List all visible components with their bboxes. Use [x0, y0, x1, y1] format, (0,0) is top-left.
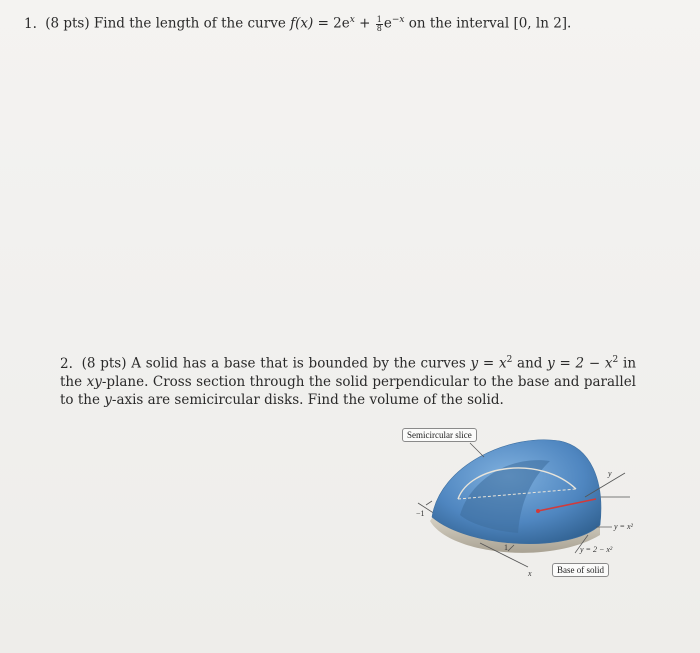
slice-center-point [536, 509, 540, 513]
problem-2-text-d: -axis are semicircular disks. Find the volume of the solid. [111, 391, 504, 408]
curve-2-label: y = 2 − x² [580, 545, 613, 554]
problem-1-interval: [0, ln 2]. [513, 15, 572, 32]
problem-1-e: e [383, 15, 392, 32]
problem-2 [60, 351, 636, 409]
problem-2-curve-1: y = x [470, 355, 507, 372]
problem-2-square-2: 2 [612, 355, 619, 365]
problem-1-exponent-x: x [349, 15, 355, 25]
problem-2-plane-var: xy [86, 373, 102, 390]
problem-1-points: (8 pts) [45, 15, 90, 32]
problem-1-fraction [376, 16, 383, 33]
problem-1-text-a: Find the length of the curve [93, 15, 286, 32]
problem-1-exponent-negx: −x [391, 15, 405, 25]
tick-neg1-label: −1 [416, 509, 425, 518]
problem-1-number: 1. [24, 15, 37, 32]
problem-2-number: 2. [60, 355, 73, 372]
problem-2-text-a: A solid has a base that is bounded by the curves [131, 355, 466, 372]
slice-pointer [470, 443, 484, 457]
problem-1-text-b: on the interval [408, 15, 510, 32]
semicircular-slice-label: Semicircular slice [402, 428, 477, 442]
problem-2-text-b: in the [60, 355, 637, 390]
problem-2-and: and [517, 355, 543, 372]
solid-figure [400, 425, 640, 585]
tick-neg1-mark [426, 501, 432, 505]
problem-2-square-1: 2 [506, 355, 513, 365]
problem-1-plus: + [359, 15, 371, 32]
fraction-denominator: 8 [376, 23, 382, 33]
y-axis-label: y [608, 469, 612, 478]
solid-illustration [400, 425, 640, 585]
problem-2-text-c: -plane. Cross section through the solid perpendicular to the base and parallel to the [60, 373, 637, 408]
problem-1 [24, 11, 684, 33]
problem-2-curve-2: y = 2 − x [547, 355, 613, 372]
problem-1-equation: = 2e [317, 15, 350, 32]
curve-1-label: y = x² [614, 522, 633, 531]
base-of-solid-label: Base of solid [552, 563, 609, 577]
problem-1-function: f(x) [290, 15, 314, 32]
x-axis-label: x [528, 569, 532, 578]
fraction-numerator: 1 [376, 14, 382, 24]
problem-2-axis-var: y [104, 391, 112, 408]
tick-1-label: 1 [504, 543, 508, 552]
problem-2-points: (8 pts) [81, 355, 127, 372]
